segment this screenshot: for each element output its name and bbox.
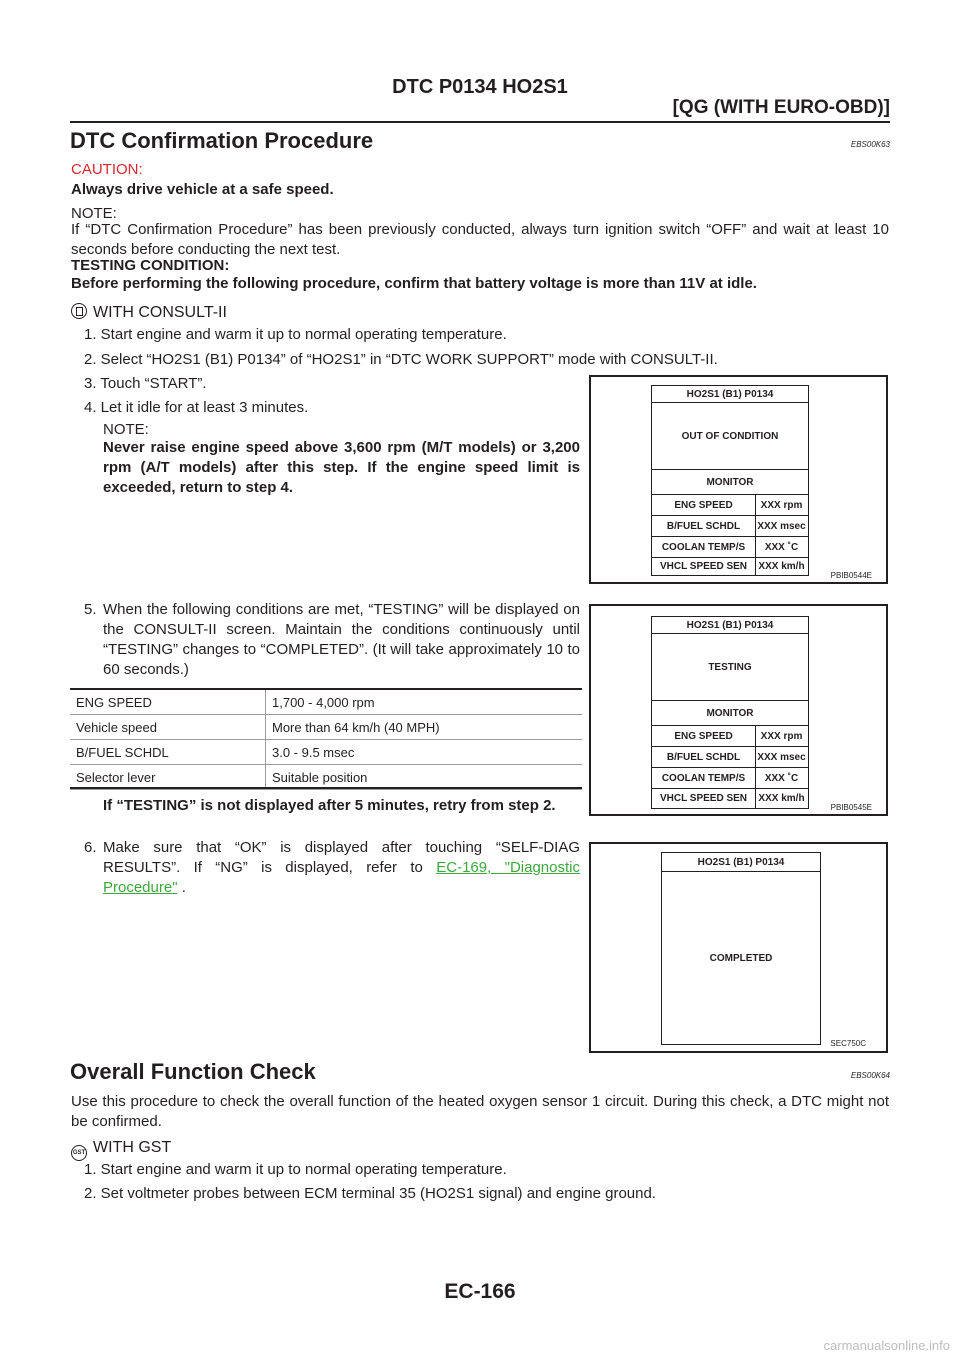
note-text: If “DTC Confirmation Procedure” has been previously conducted, always turn ignition switch “OFF” and wait at least 10 seconds before conducting the next test. bbox=[71, 221, 889, 258]
table-row bbox=[70, 715, 582, 740]
monitor-value: XXX km/h bbox=[758, 561, 805, 572]
screen-title: HO2S1 (B1) P0134 bbox=[686, 619, 774, 631]
monitor-value: XXX ˚C bbox=[764, 541, 799, 553]
monitor-item: B/FUEL SCHDL bbox=[652, 516, 756, 536]
consult-screen bbox=[661, 852, 821, 1045]
consult-screen bbox=[651, 616, 809, 809]
screen-title: HO2S1 (B1) P0134 bbox=[697, 856, 785, 868]
screen-monitor-label: MONITOR bbox=[706, 476, 754, 488]
gst-step-1: 1. Start engine and warm it up to normal operating temperature. bbox=[84, 1161, 507, 1178]
monitor-item: COOLAN TEMP/S bbox=[652, 537, 756, 557]
monitor-item: B/FUEL SCHDL bbox=[652, 747, 756, 767]
condition-item: B/FUEL SCHDL bbox=[70, 740, 266, 765]
table-bottom-rule bbox=[70, 787, 582, 789]
gst-heading bbox=[71, 1138, 171, 1161]
gst-heading-label: WITH GST bbox=[93, 1139, 172, 1156]
overall-function-text: Use this procedure to check the overall function of the heated oxygen sensor 1 circuit. During this check, a DTC might not be confirmed. bbox=[71, 1093, 889, 1130]
step-2: 2. Select “HO2S1 (B1) P0134” of “HO2S1” in “DTC WORK SUPPORT” mode with CONSULT-II. bbox=[84, 351, 718, 368]
section-code: EBS00K63 bbox=[850, 140, 890, 149]
screen-status: OUT OF CONDITION bbox=[681, 430, 779, 442]
diagnostic-procedure-link[interactable]: EC-169, "Diagnostic Procedure" bbox=[103, 859, 580, 896]
condition-value: 1,700 - 4,000 rpm bbox=[266, 689, 583, 715]
monitor-item: VHCL SPEED SEN bbox=[652, 558, 756, 575]
consult-screen-image-completed bbox=[589, 842, 888, 1053]
consult-screen bbox=[651, 385, 809, 576]
screen-title: HO2S1 (B1) P0134 bbox=[686, 388, 774, 400]
section-code: EBS00K64 bbox=[850, 1071, 890, 1080]
monitor-value: XXX rpm bbox=[760, 499, 803, 511]
condition-value: Suitable position bbox=[266, 765, 583, 790]
consult-tester-icon bbox=[71, 303, 87, 319]
step-5-retry-text: If “TESTING” is not displayed after 5 minutes, retry from step 2. bbox=[103, 797, 556, 814]
header-rule bbox=[70, 121, 890, 123]
consult-screen-image-testing bbox=[589, 604, 888, 816]
image-code: PBIB0544E bbox=[830, 571, 872, 580]
watermark: carmanualsonline.info bbox=[823, 1338, 950, 1353]
consult-heading bbox=[71, 303, 227, 323]
section-title-overall-function-check: Overall Function Check bbox=[70, 1059, 316, 1084]
step-5-number: 5. bbox=[84, 601, 97, 618]
condition-item: Selector lever bbox=[70, 765, 266, 790]
screen-status: COMPLETED bbox=[709, 952, 773, 964]
step-4-note-label: NOTE: bbox=[103, 421, 149, 438]
gst-step-2: 2. Set voltmeter probes between ECM terminal 35 (HO2S1 signal) and engine ground. bbox=[84, 1185, 656, 1202]
image-code: SEC750C bbox=[830, 1039, 866, 1048]
screen-status: TESTING bbox=[708, 661, 752, 673]
page-number: EC-166 bbox=[444, 1280, 516, 1303]
page-header-title: DTC P0134 HO2S1 bbox=[392, 76, 568, 98]
consult-heading-label: WITH CONSULT-II bbox=[93, 304, 227, 321]
screen-monitor-label: MONITOR bbox=[706, 707, 754, 719]
monitor-item: ENG SPEED bbox=[652, 495, 756, 515]
step-6-number: 6. bbox=[84, 839, 97, 856]
step-6-body: Make sure that “OK” is displayed after touching “SELF-DIAG RESULTS”. If “NG” is displayed, refer to bbox=[103, 839, 580, 876]
step-6-text bbox=[103, 838, 580, 898]
step-6-end: . bbox=[177, 879, 186, 896]
section-title-dtc-confirmation: DTC Confirmation Procedure bbox=[70, 128, 374, 153]
table-row bbox=[70, 765, 582, 790]
step-3: 3. Touch “START”. bbox=[84, 375, 207, 392]
monitor-item: VHCL SPEED SEN bbox=[652, 789, 756, 808]
consult-screen-image-out-of-condition bbox=[589, 375, 888, 584]
image-code: PBIB0545E bbox=[830, 803, 872, 812]
step-5-text: When the following conditions are met, “TESTING” will be displayed on the CONSULT-II screen. Maintain the conditions continuously until “TESTING” changes to “COMPLETED”. (It will take approximately 10 to 60 seconds.) bbox=[103, 601, 580, 678]
condition-value: More than 64 km/h (40 MPH) bbox=[266, 715, 583, 740]
testing-condition-text: Before performing the following procedure, confirm that battery voltage is more than 11V at idle. bbox=[71, 275, 757, 292]
step-4: 4. Let it idle for at least 3 minutes. bbox=[84, 399, 309, 416]
conditions-table bbox=[70, 688, 582, 790]
monitor-value: XXX km/h bbox=[758, 793, 805, 804]
condition-value: 3.0 - 9.5 msec bbox=[266, 740, 583, 765]
caution-text: Always drive vehicle at a safe speed. bbox=[71, 181, 334, 198]
monitor-item: ENG SPEED bbox=[652, 726, 756, 746]
monitor-value: XXX ˚C bbox=[764, 772, 799, 784]
testing-condition-label: TESTING CONDITION: bbox=[71, 257, 230, 274]
monitor-value: XXX msec bbox=[757, 520, 806, 532]
table-row bbox=[70, 689, 582, 715]
monitor-item: COOLAN TEMP/S bbox=[652, 768, 756, 788]
caution-label: CAUTION: bbox=[71, 161, 143, 178]
step-1: 1. Start engine and warm it up to normal operating temperature. bbox=[84, 326, 507, 343]
step-4-note-text: Never raise engine speed above 3,600 rpm (M/T models) or 3,200 rpm (A/T models) after this step. If the engine speed limit is exceeded, return to step 4. bbox=[103, 439, 580, 496]
table-row bbox=[70, 740, 582, 765]
gst-icon: GST bbox=[71, 1145, 87, 1161]
condition-item: Vehicle speed bbox=[70, 715, 266, 740]
monitor-value: XXX rpm bbox=[760, 730, 803, 742]
monitor-value: XXX msec bbox=[757, 751, 806, 763]
note-label: NOTE: bbox=[71, 205, 117, 222]
condition-item: ENG SPEED bbox=[70, 689, 266, 715]
page-header-subtitle: [QG (WITH EURO-OBD)] bbox=[672, 97, 890, 118]
